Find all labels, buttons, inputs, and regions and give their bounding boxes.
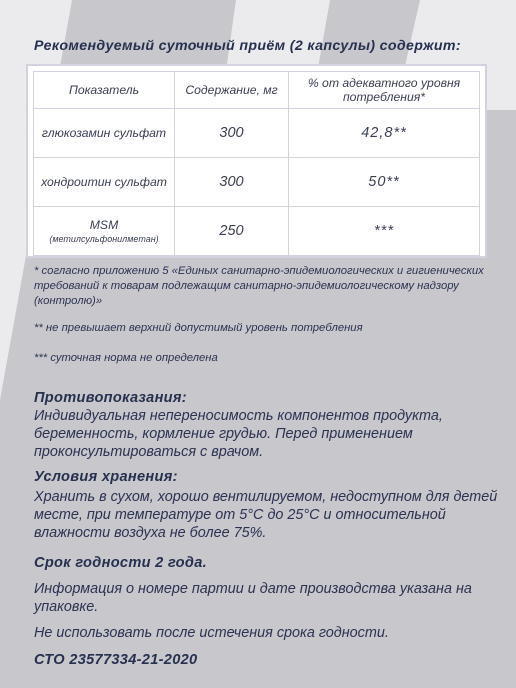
ingredient-name: хондроитин сульфат xyxy=(34,158,175,207)
footnote-1: * согласно приложению 5 «Единых санитарно-эпидемиологических и гигиенических требований к товарам подлежащим санитарно-эпидемиологическому надзору (контролю)» xyxy=(34,265,484,307)
table-header-row xyxy=(34,72,480,109)
footnote-2: ** не превышает верхний допустимый уровень потребления xyxy=(34,322,363,334)
ingredient-amount: 300 xyxy=(175,158,289,207)
ingredient-abbrev: MSM xyxy=(89,217,119,232)
intake-heading: Рекомендуемый суточный приём (2 капсулы) содержит: xyxy=(34,38,461,54)
ingredient-amount: 300 xyxy=(175,109,289,158)
storage-text: Хранить в сухом, хорошо вентилируемом, недоступном для детей месте, при температуре от 5°С до 25°С и относительной влажности воздуха не более 75%. xyxy=(34,489,498,541)
header-indicator: Показатель xyxy=(34,72,175,109)
ingredient-percent: 42,8** xyxy=(289,109,480,158)
ingredient-fullname: (метилсульфонилметан) xyxy=(49,233,159,244)
batch-info: Информация о номере партии и дате производства указана на упаковке. xyxy=(34,581,472,615)
standard-code: СТО 23577334-21-2020 xyxy=(34,652,198,668)
header-percent: % от адекватного уровня потребления* xyxy=(289,72,480,109)
ingredient-percent: 50** xyxy=(289,158,480,207)
ingredient-percent: *** xyxy=(289,207,480,256)
header-content-mg: Содержание, мг xyxy=(175,72,289,109)
footnote-3: *** суточная норма не определена xyxy=(34,352,218,364)
composition-table xyxy=(33,71,480,256)
composition-table-frame xyxy=(26,64,487,258)
contraindications-title: Противопоказания: xyxy=(34,390,187,406)
ingredient-name: глюкозамин сульфат xyxy=(34,109,175,158)
table-row xyxy=(34,158,480,207)
expiry-warning: Не использовать после истечения срока годности. xyxy=(34,625,389,641)
ingredient-name xyxy=(34,207,175,256)
ingredient-amount: 250 xyxy=(175,207,289,256)
contraindications-text: Индивидуальная непереносимость компонентов продукта, беременность, кормление грудью. Перед применением проконсультироваться с врачом. xyxy=(34,408,443,460)
table-row xyxy=(34,109,480,158)
shelf-life: Срок годности 2 года. xyxy=(34,555,207,571)
storage-title: Условия хранения: xyxy=(34,469,178,485)
table-row xyxy=(34,207,480,256)
